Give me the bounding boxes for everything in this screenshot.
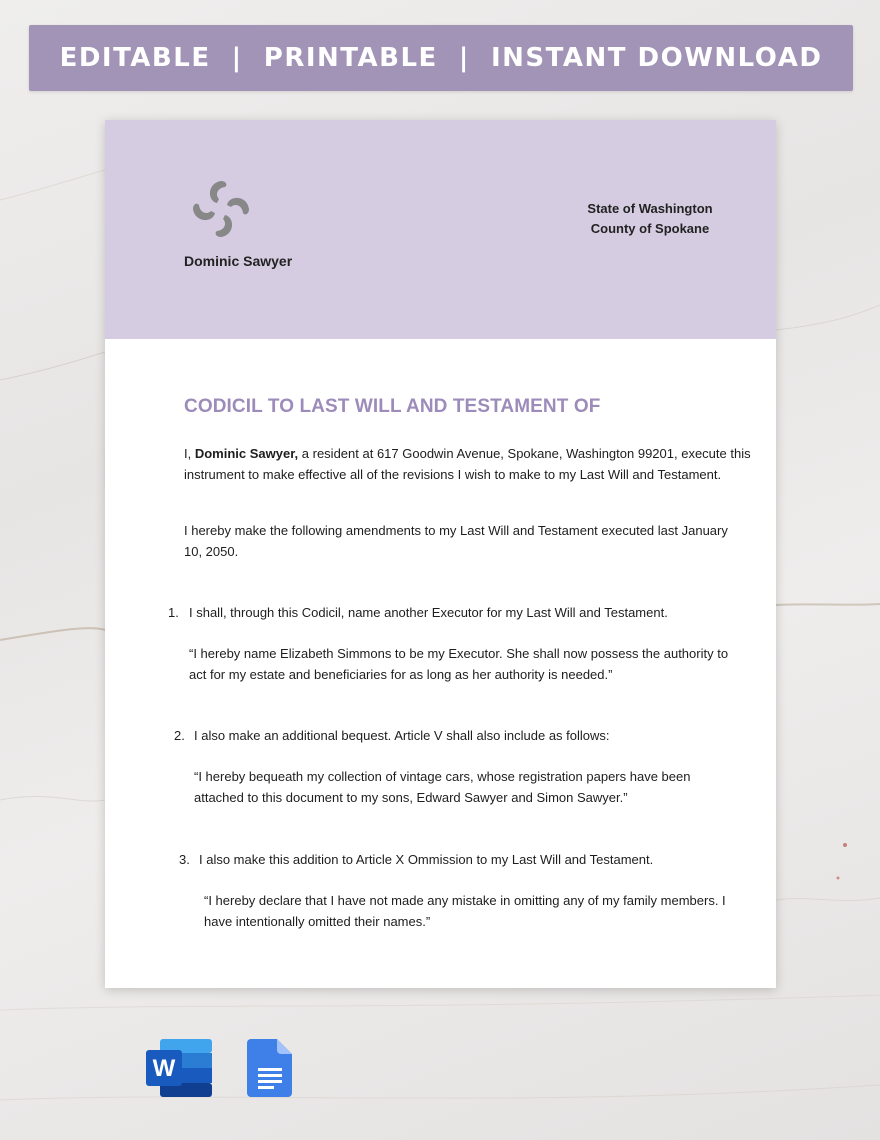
word-letter: W — [152, 1055, 176, 1082]
quote-line: attached to this document to my sons, Edward Sawyer and Simon Sawyer.” — [194, 790, 628, 805]
download-features-banner — [29, 25, 853, 91]
list-item-text: I shall, through this Codicil, name another Executor for my Last Will and Testament. — [189, 605, 668, 620]
owner-name: Dominic Sawyer — [184, 253, 293, 269]
quote-line: “I hereby name Elizabeth Simmons to be my Executor. She shall now possess the authority to — [189, 646, 729, 661]
item-number: 1. — [168, 605, 179, 620]
document-title: CODICIL TO LAST WILL AND TESTAMENT OF — [184, 396, 601, 417]
microsoft-word-icon[interactable] — [146, 1038, 214, 1098]
intro-paragraph — [184, 443, 751, 485]
list-item-quote — [204, 890, 726, 932]
item-number: 2. — [174, 728, 185, 743]
county-label: County of Spokane — [590, 221, 710, 236]
jurisdiction-block — [565, 199, 735, 239]
quote-line: act for my estate and beneficiaries for as long as her authority is needed.” — [189, 667, 613, 682]
intro-line2: instrument to make effective all of the revisions I wish to make to my Last Will and Testament. — [184, 467, 722, 482]
quote-line: “I hereby bequeath my collection of vintage cars, whose registration papers have been — [194, 769, 691, 784]
list-item-text: I also make an additional bequest. Article V shall also include as follows: — [194, 728, 610, 743]
intro-name: Dominic Sawyer, — [194, 446, 299, 461]
pinwheel-logo-icon — [189, 175, 253, 243]
amend-line1: I hereby make the following amendments to my Last Will and Testament executed last January — [184, 523, 728, 538]
item-number: 3. — [179, 852, 190, 867]
codicil-document-page — [105, 120, 776, 988]
intro-line1-rest: a resident at 617 Goodwin Avenue, Spokane, Washington 99201, execute this — [298, 446, 751, 461]
list-item-quote — [194, 766, 690, 808]
quote-line: have intentionally omitted their names.” — [204, 914, 431, 929]
list-item-text: I also make this addition to Article X Ommission to my Last Will and Testament. — [199, 852, 654, 867]
banner-text: EDITABLE | PRINTABLE | INSTANT DOWNLOAD — [59, 43, 823, 73]
quote-line: “I hereby declare that I have not made any mistake in omitting any of my family members. I — [204, 893, 726, 908]
amend-line2: 10, 2050. — [184, 544, 239, 559]
document-header — [105, 120, 776, 339]
google-docs-icon[interactable] — [247, 1038, 293, 1098]
list-item-quote — [189, 643, 728, 685]
state-label: State of Washington — [587, 201, 713, 216]
intro-prefix: I, — [184, 446, 195, 461]
amendments-paragraph — [184, 520, 744, 562]
